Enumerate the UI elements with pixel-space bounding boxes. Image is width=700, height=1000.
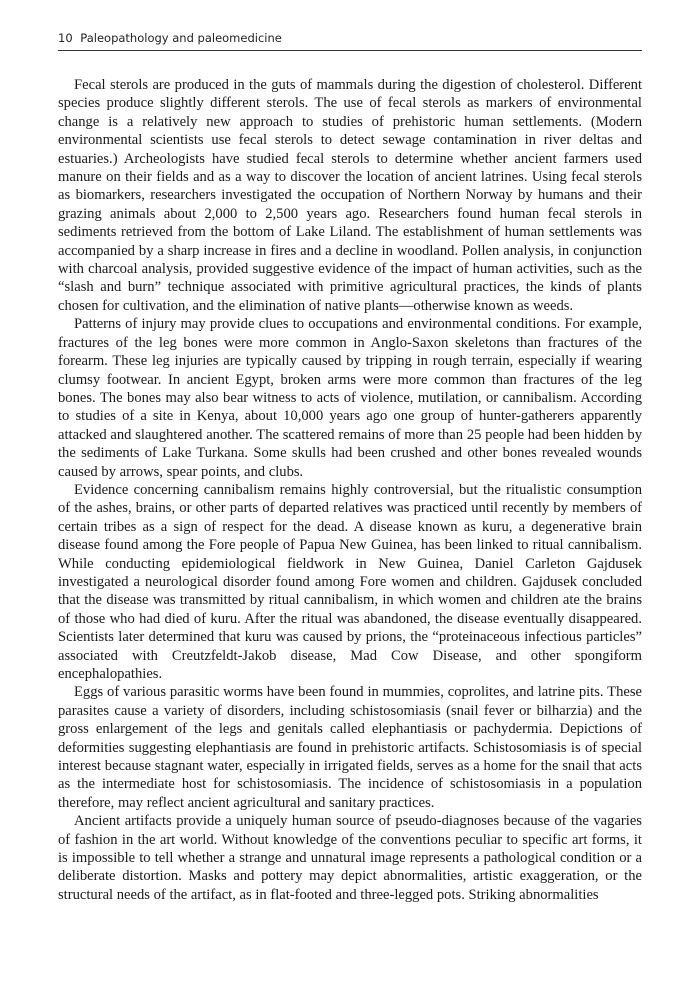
running-title: Paleopathology and paleomedicine <box>80 31 282 45</box>
paragraph-fecal-sterols: Fecal sterols are produced in the guts of mammals during the digestion of cholesterol. Different species produce slightly different sterols. The use of fecal sterols as markers of environmental change is a relatively new approach to studies of prehistoric human settlements. (Modern environmental scientists use fecal sterols to detect sewage contamination in river deltas and estuaries.) Archeologists have studied fecal sterols to determine whether ancient farmers used manure on their fields and as a way to discover the location of ancient latrines. Using fecal sterols as biomarkers, researchers investigated the occupation of Northern Norway by humans and their grazing animals about 2,000 to 2,500 years ago. Researchers found human fecal sterols in sediments retrieved from the bottom of Lake Liland. The establishment of human settlements was accompanied by a sharp increase in fires and a decline in woodland. Pollen analysis, in conjunction with charcoal analysis, provided suggestive evidence of the impact of human activities, such as the “slash and burn” technique associated with primitive agricultural practices, the kinds of plants chosen for cultivation, and the elimination of native plants—otherwise known as weeds. <box>58 77 642 314</box>
paragraph-patterns-of-injury: Patterns of injury may provide clues to occupations and environmental conditions. For example, fractures of the leg bones were more common in Anglo-Saxon skeletons than fractures of the forearm. These leg injuries are typically caused by tripping in rough terrain, especially if wearing clumsy footwear. In ancient Egypt, broken arms were more common than fractures of the leg bones. The bones may also bear witness to acts of violence, mutilation, or cannibalism. According to studies of a site in Kenya, about 10,000 years ago one group of hunter-gatherers apparently attacked and slaughtered another. The scattered remains of more than 25 people had been hidden by the sediments of Lake Turkana. Some skulls had been crushed and other bones revealed wounds caused by arrows, spear points, and clubs. <box>58 316 642 480</box>
running-head <box>58 28 642 51</box>
paragraph-cannibalism: Evidence concerning cannibalism remains highly controversial, but the ritualistic consumption of the ashes, brains, or other parts of departed relatives was practiced until recently by members of certain tribes as a sign of respect for the dead. A disease known as kuru, a degenerative brain disease found among the Fore people of Papua New Guinea, has been linked to ritual cannibalism. While conducting epidemiological fieldwork in New Guinea, Daniel Carleton Gajdusek investigated a neurological disorder found among Fore women and children. Gajdusek concluded that the disease was transmitted by ritual cannibalism, in which women and children ate the brains of those who had died of kuru. After the ritual was abandoned, the disease eventually disappeared. Scientists later determined that kuru was caused by prions, the “proteinaceous infectious particles” associated with Creutzfeldt-Jakob disease, Mad Cow Disease, and other spongiform encephalopathies. <box>58 481 642 682</box>
body-text <box>58 76 642 904</box>
page-number: 10 <box>58 31 73 45</box>
paragraph-parasitic-worms: Eggs of various parasitic worms have been found in mummies, coprolites, and latrine pits. These parasites cause a variety of disorders, including schistosomiasis (snail fever or bilharzia) and the gross enlargement of the legs and genitals called elephantiasis or pachydermia. Depictions of deformities suggesting elephantiasis are found in prehistoric artifacts. Schistosomiasis is of special interest because stagnant water, especially in irrigated fields, serves as a home for the snail that acts as the intermediate host for schistosomiasis. The incidence of schistosomiasis in a population therefore, may reflect ancient agricultural and sanitary practices. <box>58 684 642 811</box>
paragraph-ancient-artifacts: Ancient artifacts provide a uniquely human source of pseudo-diagnoses because of the vagaries of fashion in the art world. Without knowledge of the conventions peculiar to specific art forms, it is impossible to tell whether a strange and unnatural image represents a pathological condition or a deliberate distortion. Masks and pottery may depict abnormalities, artistic exaggeration, or the structural needs of the artifact, as in flat-footed and three-legged pots. Striking abnormalities <box>58 813 642 903</box>
